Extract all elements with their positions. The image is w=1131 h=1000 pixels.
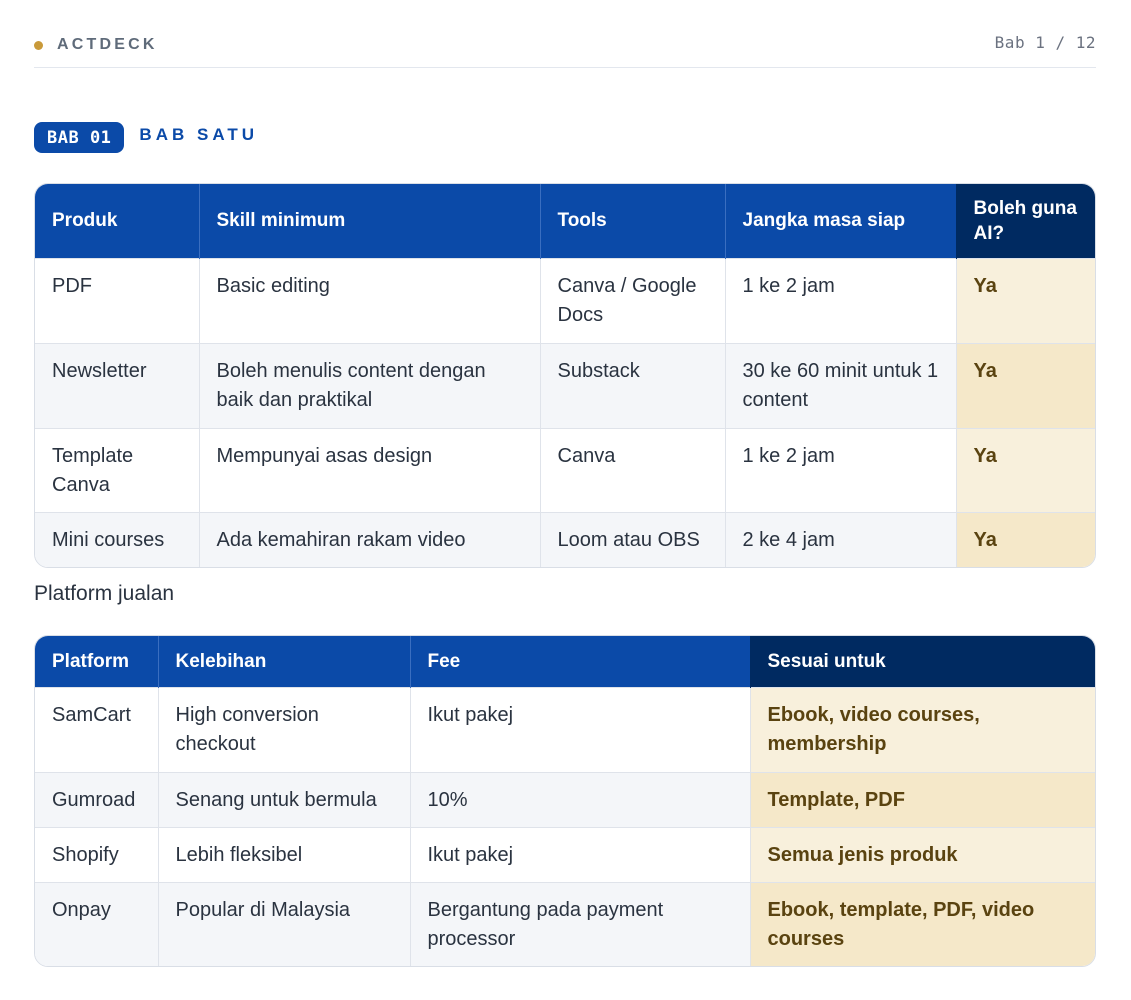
table-cell: 2 ke 4 jam	[725, 512, 956, 567]
table-cell: Ya	[956, 512, 1096, 567]
table-row	[35, 882, 1096, 966]
platform-table	[34, 635, 1096, 967]
table-cell: 10%	[410, 772, 750, 827]
column-header: Boleh guna AI?	[956, 184, 1096, 258]
table-row	[35, 343, 1096, 428]
table-row	[35, 827, 1096, 882]
table-row	[35, 687, 1096, 772]
table-cell: PDF	[35, 258, 199, 343]
table-cell: Onpay	[35, 882, 158, 966]
brand-name: ACTDECK	[57, 36, 158, 53]
table-cell: Basic editing	[199, 258, 540, 343]
table-cell: Newsletter	[35, 343, 199, 428]
chapter-badge: BAB 01	[34, 122, 124, 153]
table-cell: High conversion checkout	[158, 687, 410, 772]
top-bar	[34, 30, 1096, 68]
table-row	[35, 428, 1096, 512]
column-header: Kelebihan	[158, 636, 410, 687]
table-cell: Bergantung pada payment processor	[410, 882, 750, 966]
column-header: Jangka masa siap	[725, 184, 956, 258]
brand-dot-icon	[34, 41, 43, 50]
table-cell: Mini courses	[35, 512, 199, 567]
table-cell: Popular di Malaysia	[158, 882, 410, 966]
table-cell: Ya	[956, 258, 1096, 343]
table-cell: 30 ke 60 minit untuk 1 content	[725, 343, 956, 428]
table-cell: Ebook, template, PDF, video courses	[750, 882, 1096, 966]
table-cell: Loom atau OBS	[540, 512, 725, 567]
platform-caption: Platform jualan	[34, 582, 175, 605]
column-header: Platform	[35, 636, 158, 687]
table-cell: Substack	[540, 343, 725, 428]
table-cell: SamCart	[35, 687, 158, 772]
table-cell: Shopify	[35, 827, 158, 882]
table-cell: Boleh menulis content dengan baik dan praktikal	[199, 343, 540, 428]
column-header: Skill minimum	[199, 184, 540, 258]
table-row	[35, 258, 1096, 343]
table-cell: Ada kemahiran rakam video	[199, 512, 540, 567]
chapter-heading	[34, 122, 258, 153]
chapter-title: BAB SATU	[139, 124, 258, 144]
table-cell: 1 ke 2 jam	[725, 428, 956, 512]
column-header: Fee	[410, 636, 750, 687]
table-cell: Ikut pakej	[410, 827, 750, 882]
table-cell: Senang untuk bermula	[158, 772, 410, 827]
table-cell: Ya	[956, 428, 1096, 512]
table-cell: Semua jenis produk	[750, 827, 1096, 882]
table-cell: 1 ke 2 jam	[725, 258, 956, 343]
table-row	[35, 772, 1096, 827]
table-cell: Mempunyai asas design	[199, 428, 540, 512]
table-cell: Ikut pakej	[410, 687, 750, 772]
table-cell: Template, PDF	[750, 772, 1096, 827]
column-header: Tools	[540, 184, 725, 258]
table-cell: Canva	[540, 428, 725, 512]
column-header: Produk	[35, 184, 199, 258]
table-cell: Template Canva	[35, 428, 199, 512]
table-cell: Ya	[956, 343, 1096, 428]
table-cell: Gumroad	[35, 772, 158, 827]
products-table	[34, 183, 1096, 568]
page-indicator: Bab 1 / 12	[994, 33, 1096, 52]
table-cell: Lebih fleksibel	[158, 827, 410, 882]
table-header-row	[35, 636, 1096, 687]
table-cell: Ebook, video courses, membership	[750, 687, 1096, 772]
brand	[34, 36, 158, 54]
column-header: Sesuai untuk	[750, 636, 1096, 687]
table-row	[35, 512, 1096, 567]
table-cell: Canva / Google Docs	[540, 258, 725, 343]
table-header-row	[35, 184, 1096, 258]
